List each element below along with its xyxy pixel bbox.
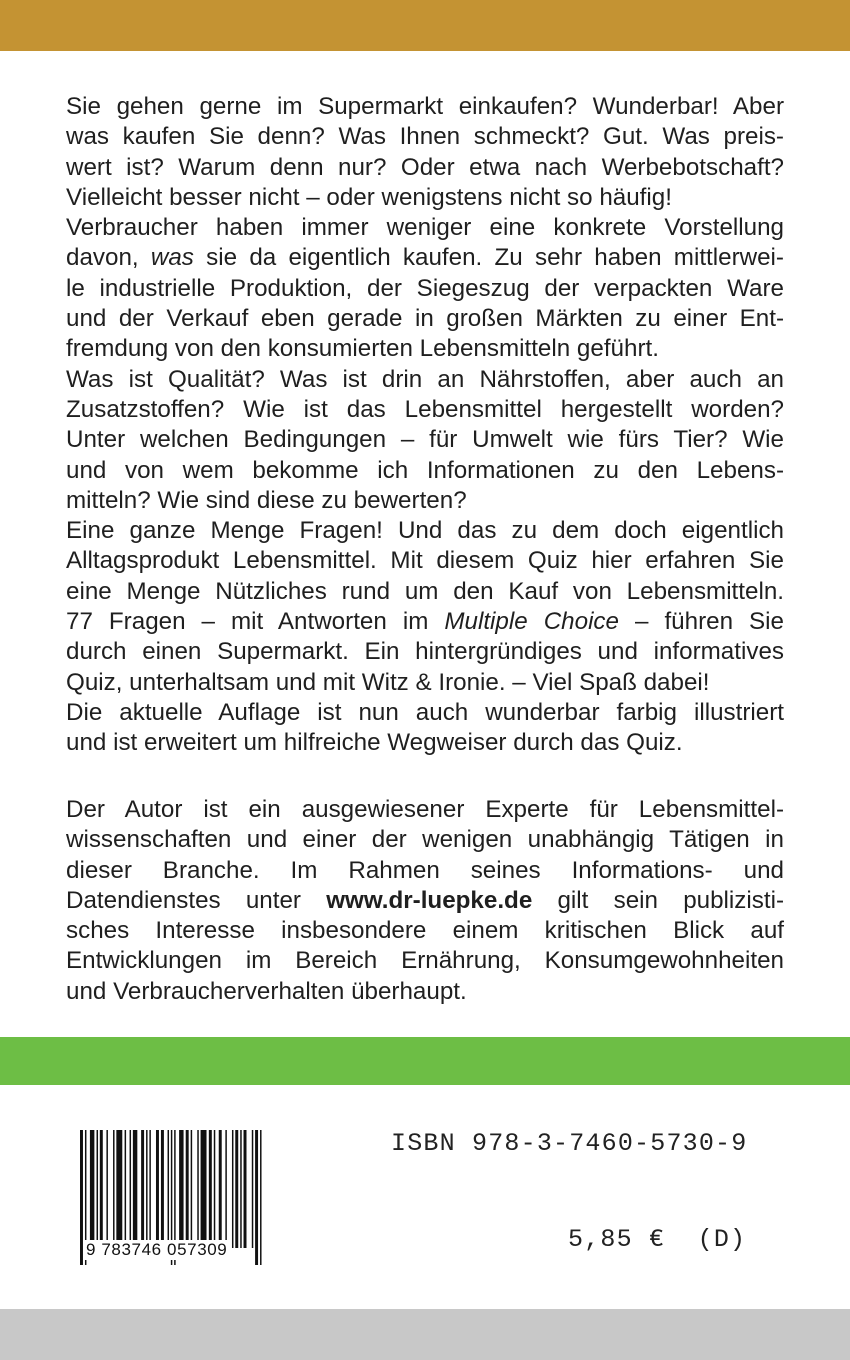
text-line: Die aktuelle Auflage ist nun auch wunderbar farbig illustriert (66, 698, 784, 726)
barcode-bar (161, 1130, 164, 1248)
text-line: und ist erweitert um hilfreiche Wegweiser durch das Quiz. (66, 729, 683, 757)
text-line: le industrielle Produktion, der Siegeszug der verpackten Ware (66, 274, 784, 302)
text-line: eine Menge Nützliches rund um den Kauf von Lebensmitteln. (66, 577, 784, 605)
barcode-bar (149, 1130, 150, 1248)
barcode-bar (100, 1130, 103, 1248)
text-line: und Verbraucherverhalten überhaupt. (66, 977, 467, 1005)
text-line: wert ist? Warum denn nur? Oder etwa nach Werbebotschaft? (66, 153, 784, 181)
text-line: Verbraucher haben immer weniger eine konkrete Vorstellung (66, 214, 784, 242)
barcode-bar (97, 1130, 98, 1248)
barcode-digits: 9 783746 057309 (86, 1240, 228, 1259)
text-line: Sie gehen gerne im Supermarkt einkaufen? Wunderbar! Aber (66, 93, 784, 120)
text-line: Zusatzstoffen? Wie ist das Lebensmittel hergestellt worden? (66, 395, 784, 423)
barcode-bar (113, 1130, 114, 1248)
barcode-bar (235, 1130, 238, 1248)
text-line: Datendienstes unter www.dr-luepke.de gilt sein publizisti- (66, 886, 785, 914)
barcode-bar (260, 1130, 261, 1265)
text-line: davon, was sie da eigentlich kaufen. Zu sehr haben mittlerwei- (66, 244, 784, 272)
text-line: und der Verkauf eben gerade in großen Märkten zu einer Ent- (66, 305, 784, 333)
text-line: wissenschaften und einer der wenigen unabhängig Tätigen in (66, 826, 784, 854)
emphasis-text: Multiple Choice (444, 608, 619, 636)
barcode-bar (186, 1130, 189, 1248)
barcode-bar (141, 1130, 144, 1248)
barcode-bar (90, 1130, 94, 1248)
text-line: Was ist Qualität? Was ist drin an Nährstoffen, aber auch an (66, 365, 784, 393)
barcode-bar (232, 1130, 233, 1248)
book-description (66, 92, 784, 759)
barcode-bar (156, 1130, 159, 1248)
barcode-bar (125, 1130, 126, 1248)
barcode-bar (255, 1130, 258, 1265)
bottom-gray-band (0, 1309, 850, 1360)
text-line: 77 Fragen – mit Antworten im Multiple Choice – führen Sie (66, 608, 784, 636)
text-line: fremdung von den konsumierten Lebensmitteln geführt. (66, 335, 659, 363)
barcode-bar (225, 1130, 226, 1248)
text-line: Unter welchen Bedingungen – für Umwelt wie fürs Tier? Wie (66, 426, 784, 454)
barcode-bar (179, 1130, 183, 1248)
barcode-bar (106, 1130, 107, 1248)
text-line: Der Autor ist ein ausgewiesener Experte für Lebensmittel- (66, 796, 784, 823)
barcode-bar (219, 1130, 222, 1248)
barcode-bar (209, 1130, 212, 1248)
barcode-bar (133, 1130, 137, 1248)
text-line: und von wem bekomme ich Informationen zu den Lebens- (66, 456, 784, 484)
barcode-bar (191, 1130, 192, 1248)
text-line: mitteln? Wie sind diese zu bewerten? (66, 486, 467, 514)
barcode-bar (252, 1130, 253, 1248)
text-line: Eine ganze Menge Fragen! Und das zu dem doch eigentlich (66, 517, 784, 545)
top-color-band (0, 0, 850, 51)
text-line: Entwicklungen im Bereich Ernährung, Konsumgewohnheiten (66, 947, 784, 975)
text-line: durch einen Supermarkt. Ein hintergründiges und informatives (66, 638, 784, 666)
text-line: Vielleicht besser nicht – oder wenigstens nicht so häufig! (66, 183, 672, 211)
barcode-bar (197, 1130, 198, 1248)
price-label: 5,85 € (D) (568, 1225, 747, 1254)
text-line: dieser Branche. Im Rahmen seines Informations- und (66, 856, 784, 884)
barcode-bar (130, 1130, 131, 1248)
text-line: Alltagsprodukt Lebensmittel. Mit diesem Quiz hier erfahren Sie (66, 547, 784, 575)
isbn-number: ISBN 978-3-7460-5730-9 (391, 1129, 748, 1158)
text-line: was kaufen Sie denn? Was Ihnen schmeckt? Gut. Was preis- (66, 123, 784, 151)
text-line: Quiz, unterhaltsam und mit Witz & Ironie. – Viel Spaß dabei! (66, 668, 710, 696)
barcode-bar (116, 1130, 122, 1248)
barcode-bar (201, 1130, 207, 1248)
barcode-bar (244, 1130, 247, 1248)
barcode-bar (146, 1130, 147, 1248)
website-link-text: www.dr-luepke.de (326, 886, 533, 914)
barcode-bar (168, 1130, 169, 1248)
barcode-bar (80, 1130, 83, 1265)
text-line: sches Interesse insbesondere einem kritischen Blick auf (66, 917, 784, 945)
emphasis-text: was (150, 244, 194, 272)
green-color-band (0, 1037, 850, 1085)
author-bio (66, 795, 784, 1007)
barcode-bar (240, 1130, 241, 1248)
barcode-bar (214, 1130, 215, 1248)
